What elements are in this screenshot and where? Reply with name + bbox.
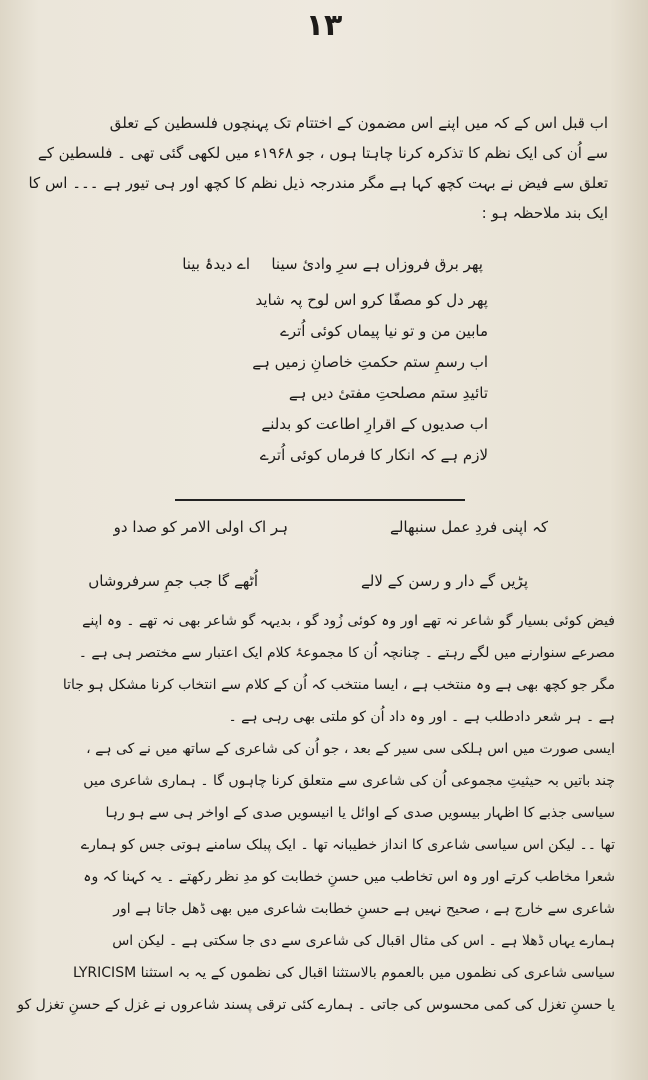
intro-line: تعلق سے فیض نے بہت کچھ کہا ہے مگر مندرجہ ذیل نظم کا کچھ اور ہی تیور ہے ۔۔۔ اس کا — [28, 174, 608, 192]
body-line: مصرعے سنوارنے میں لگے رہتے ۔ چنانچہ اُن کا مجموعۂ کلام ایک اعتبار سے مختصر ہی ہے ۔ — [78, 645, 615, 661]
intro-line: ایک بند ملاحظہ ہو : — [481, 204, 608, 222]
body-line: مگر جو کچھ بھی ہے وہ منتخب ہے ، ایسا منتخب کہ اُن کے کلام سے انتخاب کرنا مشکل ہو جاتا — [62, 677, 615, 693]
body-line: شعرا مخاطب کرتے اور وہ اس تخاطب میں حسنِ خطابت کو مدِ نظر رکھتے ۔ یہ کہنا کہ وہ — [83, 869, 615, 885]
body-line: چند باتیں بہ حیثیتِ مجموعی اُن کی شاعری سے متعلق کرنا چاہوں گا ۔ ہماری شاعری میں — [83, 773, 615, 789]
verse-line: اب صدیوں کے اقرارِ اطاعت کو بدلنے — [261, 415, 488, 433]
body-paragraph — [17, 605, 615, 1021]
verse-line: تائیدِ ستم مصلحتِ مفتیٔ دیں ہے — [288, 384, 488, 402]
verse-refrain: اے دیدۂ بینا — [182, 255, 250, 273]
body-line: شاعری سے خارج ہے ، صحیح نہیں ہے حسنِ خطابت شاعری میں بھی ڈھل جاتا ہے اور — [113, 901, 615, 917]
body-line: یا حسنِ تغزل کی کمی محسوس کی جاتی ۔ ہمارے کئی ترقی پسند شاعروں نے غزل کے حسنِ تغزل کو — [17, 997, 615, 1013]
body-line: ایسی صورت میں اس ہلکی سی سیر کے بعد ، جو اُن کی شاعری کے ساتھ میں نے کی ہے ، — [86, 741, 615, 757]
couplet-1-right: ہر اک اولی الامر کو صدا دو — [113, 518, 288, 536]
body-line: ہے ۔ ہر شعر دادطلب ہے ۔ اور وہ داد اُن کو ملتی بھی رہی ہے ۔ — [228, 709, 615, 725]
intro-line: سے اُن کی ایک نظم کا تذکرہ کرنا چاہتا ہوں ، جو ۱۹۶۸ء میں لکھی گئی تھی ۔ فلسطین کے — [37, 144, 608, 162]
section-divider — [175, 499, 465, 501]
intro-paragraph — [28, 108, 608, 228]
intro-line: اب قبل اس کے کہ میں اپنے اس مضمون کے اختتام تک پہنچوں فلسطین کے تعلق — [109, 114, 608, 132]
body-line: تھا ۔۔ لیکن اس سیاسی شاعری کا انداز خطیبانہ تھا ۔ ایک پبلک سامنے ہوتی جس کو ہمارے — [80, 837, 615, 853]
verse-line: لازم ہے کہ انکار کا فرماں کوئی اُترے — [259, 446, 488, 464]
verse-line: پھر برق فروزاں ہے سرِ وادیٔ سینا — [271, 255, 483, 273]
couplet-2-right: اُٹھے گا جب جمِ سرفروشاں — [88, 572, 258, 590]
couplet-2-left: پڑیں گے دار و رسن کے لالے — [361, 572, 528, 590]
body-line: ہمارے یہاں ڈھلا ہے ۔ اس کی مثال اقبال کی شاعری سے دی جا سکتی ہے ۔ لیکن اس — [112, 933, 615, 949]
body-line: سیاسی شاعری کی نظموں میں بالعموم بالاستثنا اقبال کی نظموں کے یہ بہ استثنا LYRICISM — [72, 965, 615, 981]
verse-line: پھر دل کو مصفّا کرو اس لوح پہ شاید — [255, 291, 488, 309]
verse-line: مابین من و تو نیا پیماں کوئی اُترے — [280, 322, 488, 340]
couplet-1-left: کہ اپنی فردِ عمل سنبھالے — [390, 518, 548, 536]
verse-stanza — [248, 285, 488, 471]
body-line: فیض کوئی بسیار گو شاعر نہ تھے اور وہ کوئی زُود گو ، بدیہہ گو شاعر بھی نہ تھے ۔ وہ اپنے — [82, 613, 615, 629]
verse-line: اب رسمِ ستم حکمتِ خاصانِ زمیں ہے — [252, 353, 488, 371]
page-number: ۱۳ — [305, 8, 343, 43]
body-line: سیاسی جذبے کا اظہار بیسویں صدی کے اوائل یا انیسویں صدی کے اواخر ہی سے ہو رہا — [105, 805, 615, 821]
